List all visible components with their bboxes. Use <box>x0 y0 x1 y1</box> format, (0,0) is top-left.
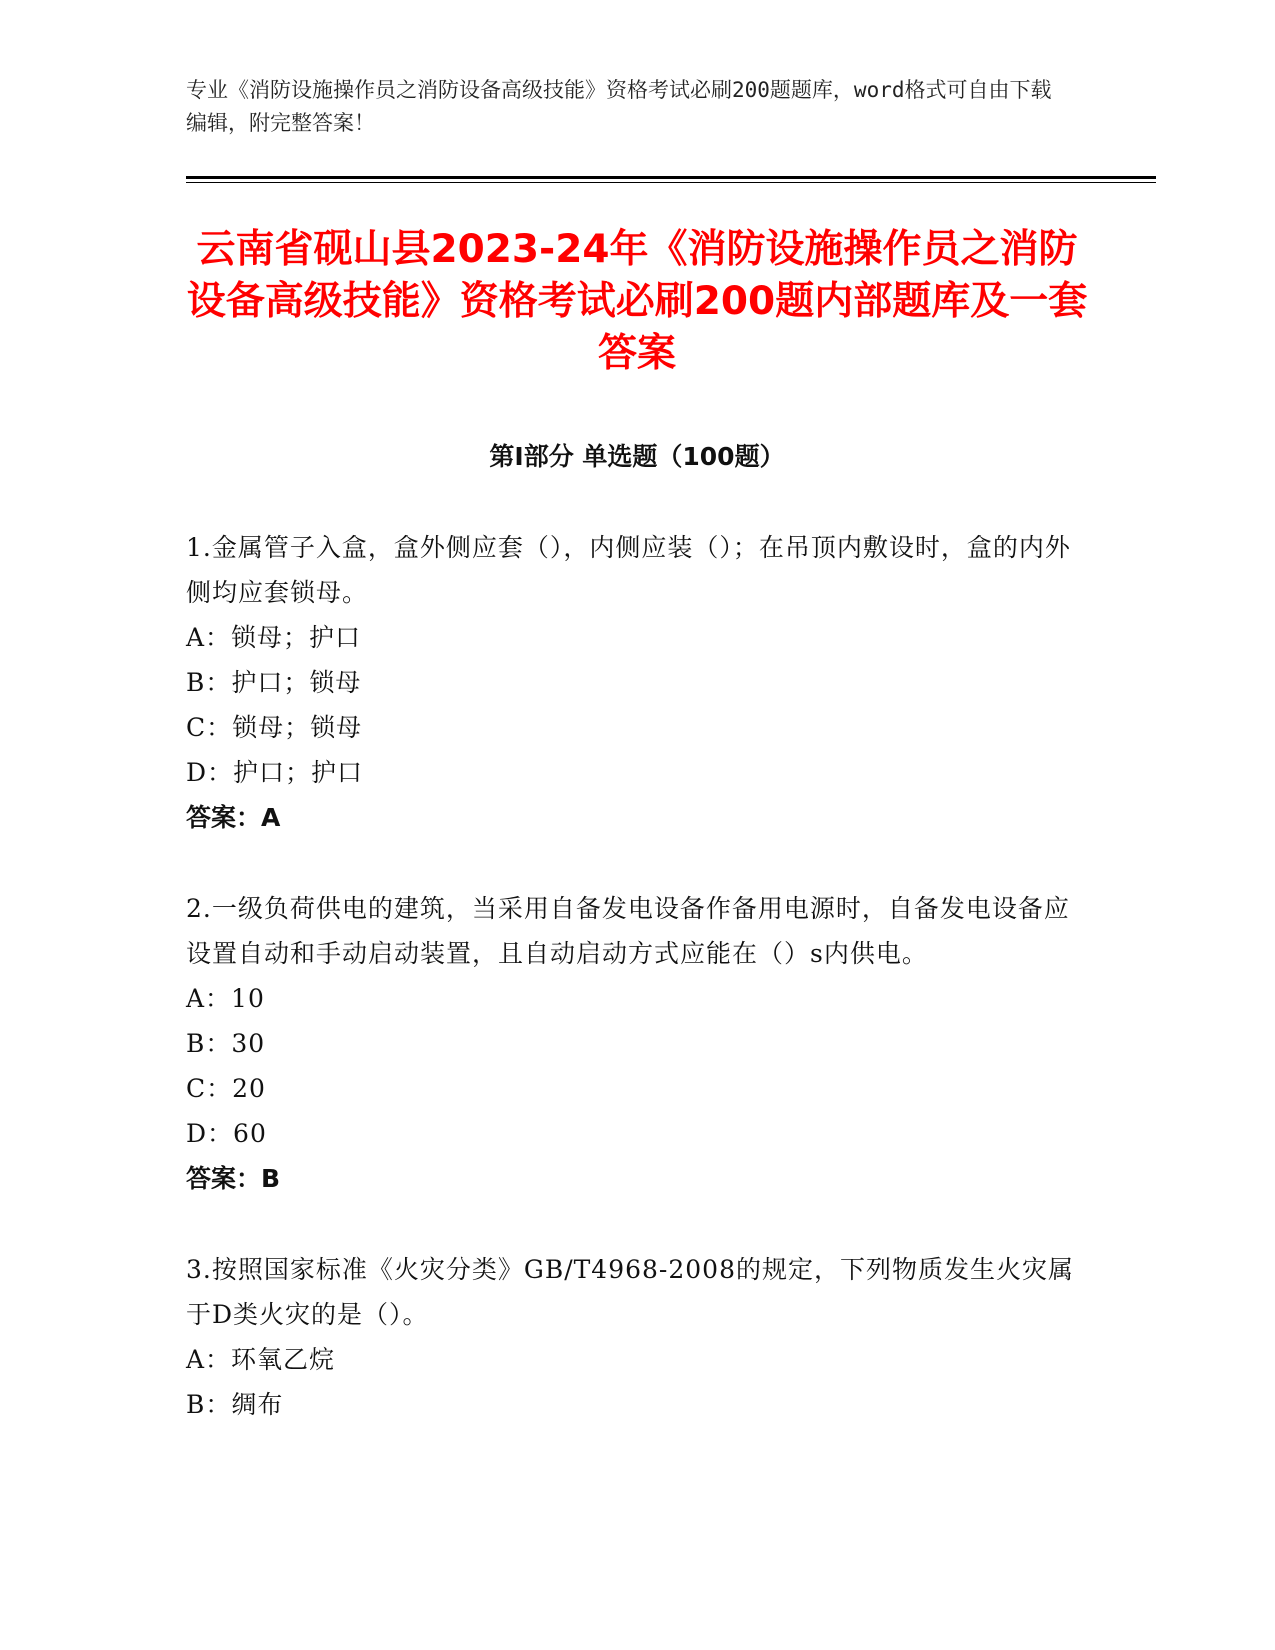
option-b: B：30 <box>186 1029 266 1058</box>
question-stem: 2.一级负荷供电的建筑，当采用自备发电设备作备用电源时，自备发电设备应设置自动和手动启动装置，且自动启动方式应能在（）s内供电。 <box>186 894 1070 968</box>
question-list <box>186 525 1086 1473</box>
header-note: 专业《消防设施操作员之消防设备高级技能》资格考试必刷200题题库，word格式可自由下载编辑，附完整答案！ <box>186 78 1052 135</box>
option-a: A：锁母；护口 <box>186 623 362 652</box>
option-a: A：10 <box>186 984 265 1013</box>
header-divider-thin <box>186 182 1156 183</box>
option-c: C：锁母；锁母 <box>186 713 363 742</box>
header-divider-thick <box>186 176 1156 179</box>
answer: 答案：A <box>186 803 281 832</box>
question-item <box>186 1247 1086 1427</box>
section-title: 第Ⅰ部分 单选题（100题） <box>489 442 785 471</box>
question-item <box>186 886 1086 1201</box>
document-title: 云南省砚山县2023-24年《消防设施操作员之消防设备高级技能》资格考试必刷200题内部题库及一套答案 <box>186 227 1088 376</box>
option-d: D：护口；护口 <box>186 758 364 787</box>
answer: 答案：B <box>186 1164 281 1193</box>
question-stem: 1.金属管子入盒，盒外侧应套（），内侧应装（）；在吊顶内敷设时，盒的内外侧均应套锁母。 <box>186 533 1071 607</box>
option-c: C：20 <box>186 1074 266 1103</box>
option-b: B：绸布 <box>186 1390 284 1419</box>
option-a: A：环氧乙烷 <box>186 1345 336 1374</box>
option-b: B：护口；锁母 <box>186 668 362 697</box>
question-stem: 3.按照国家标准《火灾分类》GB/T4968-2008的规定，下列物质发生火灾属于D类火灾的是（）。 <box>186 1255 1074 1329</box>
question-item <box>186 525 1086 840</box>
option-d: D：60 <box>186 1119 267 1148</box>
